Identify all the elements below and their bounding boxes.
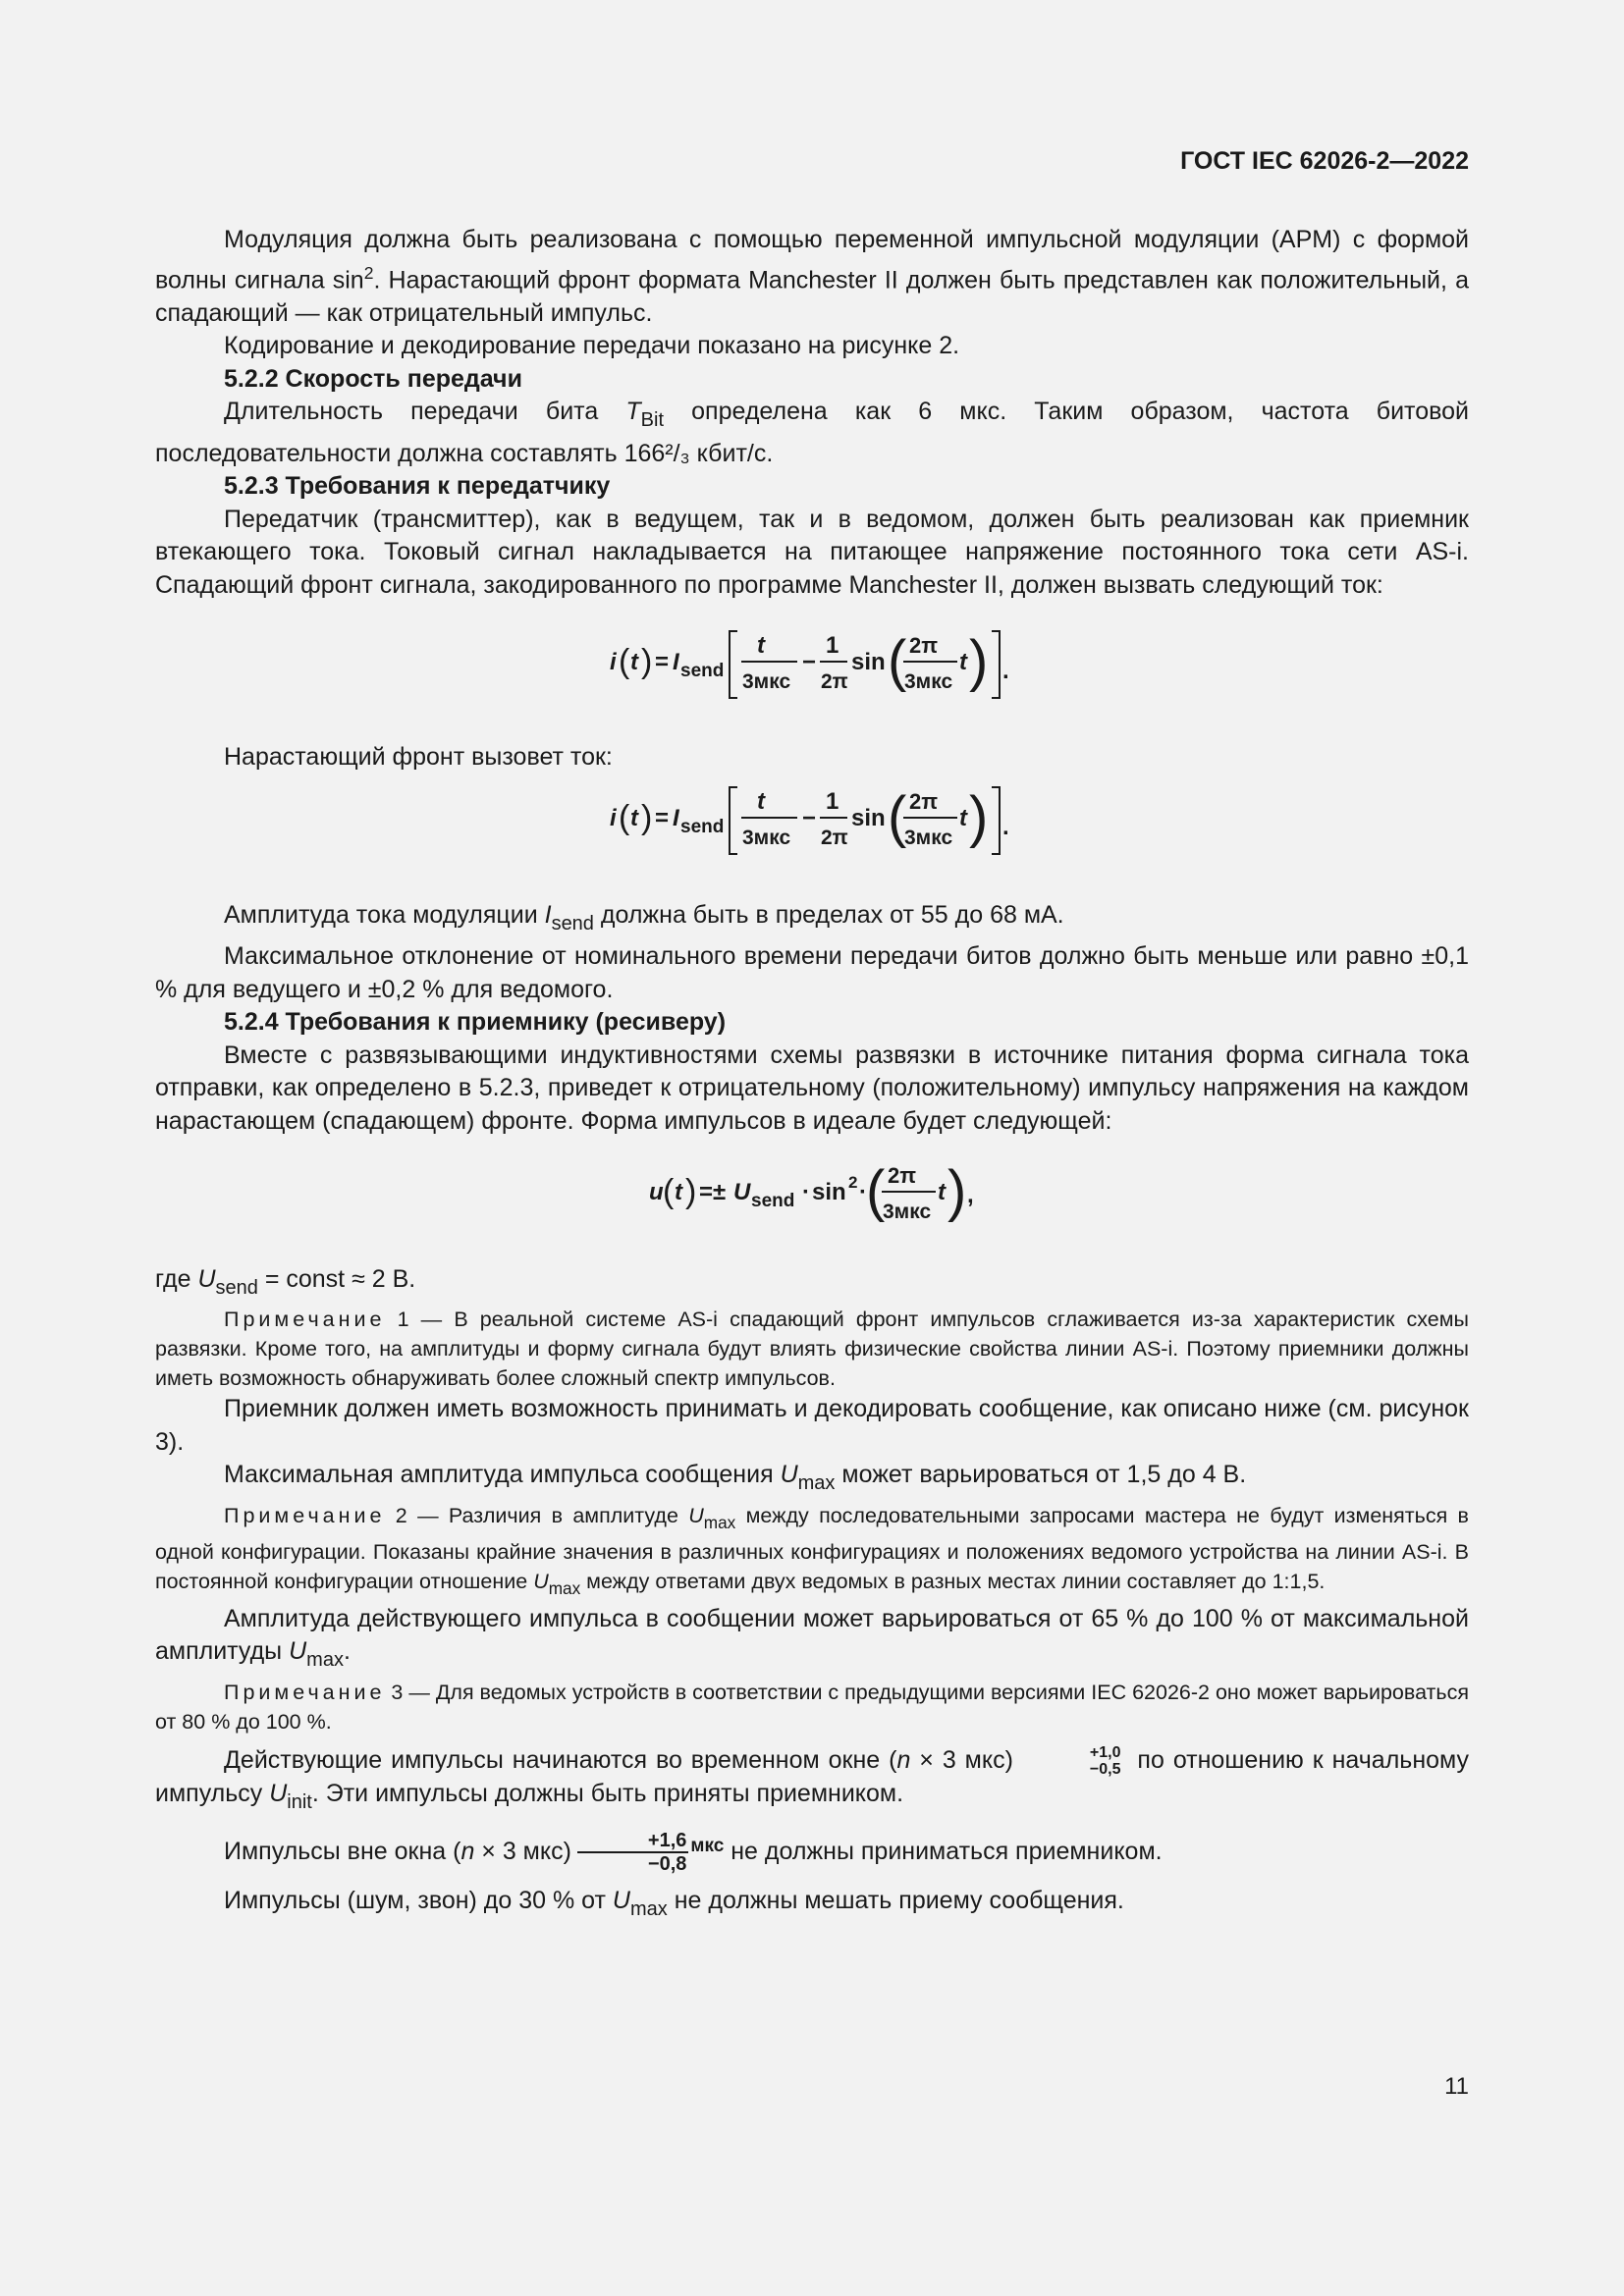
formula-t-arg: t [630,805,638,832]
formula-sin: sin [851,649,886,676]
paragraph-bit-duration: Длительность передачи бита $T_{Bit}$ определена как 6 мкс. Таким образом, частота битовой последовательности должна составлять 166²/₃ кбит/с. [155,398,1469,467]
formula-period: . [1002,658,1009,685]
formula-i-symbol: i [610,649,617,676]
formula-paren-open: ( [619,643,630,681]
formula-paren-open: ( [619,799,630,837]
formula-dot: · [859,1179,867,1206]
formula-denominator: 3мкс [883,1201,932,1224]
formula-send-subscript: send [680,661,725,682]
paragraph-timing-deviation: Максимальное отклонение от номинального времени передачи битов должно быть меньше или равно ±0,1 % для ведущего и ±0,2 % для ведомого. [155,942,1469,1003]
paragraph-outside-window: Импульсы вне окна (n × 3 мкс) $\frac{+1,6}{-0,8}$ $^{мкс}$ не должны приниматься приемником. [224,1829,1163,1875]
formula-dot: · [802,1179,810,1206]
formula-t-numerator: t [757,632,765,660]
formula-2pi: 2π [888,1163,917,1189]
paragraph-effective-amplitude: Амплитуда действующего импульса в сообщении может варьироваться от 65 % до 100 % от максимальной амплитуды $U_{max}$. [155,1604,1469,1672]
note-3: Примечание 3 — Для ведомых устройств в соответствии с предыдущими версиями IEC 62026-2 оно может варьироваться от 80 % до 100 %. [155,1680,1469,1734]
paragraph-receiver: Вместе с развязывающими индуктивностями схемы развязки в источнике питания форма сигнала тока отправки, как определено в 5.2.3, приведет к отрицательному (положительному) импульсу напряжения на каждом нарастающем (спадающем) фронте. Форма импульсов в идеале будет следующей: [155,1041,1469,1135]
formula-u-symbol: u [649,1179,664,1206]
formula-big-paren-close: ) [947,1159,967,1224]
formula-send-subscript: send [751,1191,795,1212]
section-heading-5-2-2: 5.2.2 Скорость передачи [224,364,522,393]
formula-rising-edge-current [155,774,1469,872]
formula-bracket-close [992,787,1000,854]
note-2: Примечание 2 — Различия в амплитуде $U_{max}$ между последовательными запросами мастера не будут изменяться в одной конфигурации. Показаны крайние значения в различных конфигурациях и положениях ведомого устройства на линии AS-i. В постоянной конфигурации отношение $U_{max}$ между ответами двух ведомых в разных местах линии составляет до 1:1,5. [155,1503,1469,1598]
formula-comma: , [967,1182,974,1209]
formula-2pi: 2π [909,633,939,659]
formula-denominator: 3мкс [904,827,953,850]
formula-minus: − [802,649,817,676]
page-number: 11 [1444,2073,1469,2100]
formula-big-paren-close: ) [969,629,989,694]
paragraph-modulation-amplitude: Амплитуда тока модуляции $I_{send}$ должна быть в пределах от 55 до 68 мА. [224,900,1064,934]
document-body [155,224,1469,1926]
section-heading-5-2-4: 5.2.4 Требования к приемнику (ресиверу) [224,1008,727,1037]
paragraph-where: где $U_{send}$ = const ≈ 2 В. [155,1264,416,1299]
formula-paren-close: ) [641,799,653,837]
paragraph-coding: Кодирование и декодирование передачи показано на рисунке 2. [224,332,960,360]
formula-I-symbol: I [673,649,679,676]
paragraph-rising-edge: Нарастающий фронт вызовет ток: [224,742,613,771]
formula-t-arg: t [959,805,967,832]
formula-t-arg: t [675,1179,682,1206]
paragraph-modulation: Модуляция должна быть реализована с помощью переменной импульсной модуляции (APM) с формой волны сигнала $\sin^2$. Нарастающий фронт формата Manchester II должен быть представлен как положительный, а спадающий — как отрицательный импульс. [155,226,1469,327]
formula-big-paren-close: ) [969,785,989,850]
formula-t-arg: t [630,649,638,676]
tolerance-stack: +1,0 −0,5 [1089,1744,1121,1779]
standard-header: ГОСТ IEC 62026-2—2022 [1180,147,1469,175]
formula-paren-close: ) [685,1173,697,1211]
formula-falling-edge-current [155,617,1469,716]
formula-one: 1 [826,788,839,816]
formula-denominator: 3мкс [742,827,791,850]
paragraph-time-window: Действующие импульсы начинаются во временном окне (n × 3 мкс) +1,0 −0,5 по отношению к начальному импульсу $U_{init}$. Эти импульсы должны быть приняты приемником. [155,1744,1469,1814]
formula-sin: sin [812,1179,846,1206]
formula-i-symbol: i [610,805,617,832]
formula-equals: = [655,649,670,676]
formula-equals: = [655,805,670,832]
formula-period: . [1002,814,1009,841]
paragraph-transmitter: Передатчик (трансмиттер), как в ведущем, так и в ведомом, должен быть реализован как приемник втекающего тока. Токовый сигнал накладывается на питающее напряжение постоянного тока сети AS-i. Спадающий фронт сигнала, закодированного по программе Manchester II, должен вызвать следующий ток: [155,505,1469,599]
formula-minus: − [802,805,817,832]
formula-sin: sin [851,805,886,832]
formula-paren-close: ) [641,643,653,681]
tolerance-fraction: $\frac{+1,6}{-0,8}$ [577,1830,688,1875]
formula-t-numerator: t [757,788,765,816]
formula-send-subscript: send [680,817,725,838]
formula-I-symbol: I [673,805,679,832]
formula-2pi: 2π [821,827,848,850]
formula-square-superscript: 2 [848,1173,858,1193]
note-1: Примечание 1 — В реальной системе AS-i спадающий фронт импульсов сглаживается из-за характеристик схемы развязки. Кроме того, на амплитуды и форму сигнала будут влиять физические свойства линии AS-i. Поэтому приемники должны иметь возможность обнаруживать более сложный спектр импульсов. [155,1308,1469,1391]
formula-bracket-close [992,631,1000,698]
paragraph-noise: Импульсы (шум, звон) до 30 % от $U_{max}$ не должны мешать приему сообщения. [224,1886,1124,1920]
formula-t-arg: t [959,649,967,676]
formula-2pi: 2π [821,670,848,694]
formula-denominator: 3мкс [742,670,791,694]
formula-equals-pm: =± [699,1179,727,1206]
formula-t-arg: t [938,1179,946,1206]
section-heading-5-2-3: 5.2.3 Требования к передатчику [224,472,611,501]
formula-paren-open: ( [663,1173,675,1211]
formula-2pi: 2π [909,789,939,815]
formula-bracket-open [730,787,737,854]
formula-denominator: 3мкс [904,670,953,694]
formula-U-symbol: U [733,1179,751,1206]
formula-big-paren-open: ( [888,629,907,694]
formula-bracket-open [730,631,737,698]
formula-one: 1 [826,632,839,660]
paragraph-receiver-capability: Приемник должен иметь возможность принимать и декодировать сообщение, как описано ниже (см. рисунок 3). [155,1395,1469,1456]
formula-big-paren-open: ( [888,785,907,850]
formula-big-paren-open: ( [866,1159,886,1224]
formula-pulse-shape [155,1153,1469,1242]
paragraph-max-amplitude: Максимальная амплитуда импульса сообщения $U_{max}$ может варьироваться от 1,5 до 4 В. [224,1461,1247,1495]
